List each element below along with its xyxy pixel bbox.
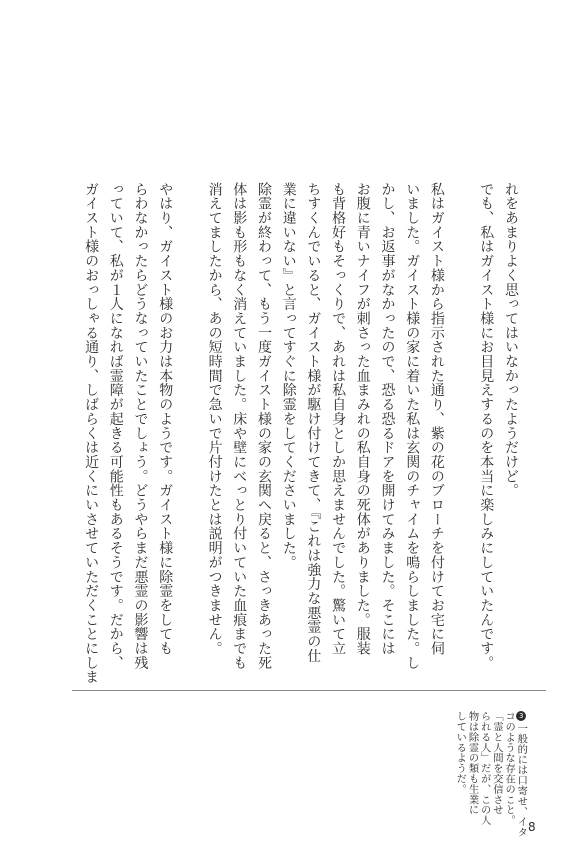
footnote-text: 一般的には口寄せ、イタ bbox=[515, 723, 528, 838]
body-text-line: 私はガイスト様から指示された通り、紫の花のブローチを付けてお宅に伺 bbox=[428, 182, 445, 656]
body-text-line: れをあまりよく思ってはいなかったようだけど。 bbox=[503, 182, 519, 498]
body-text-line: 除霊が終わって、もう一度ガイスト様の家の玄関へ戻ると、さっきあった死 bbox=[256, 182, 272, 670]
footnote-text: 「霊と人間を交信させ bbox=[490, 711, 503, 815]
footnote-divider bbox=[72, 690, 546, 691]
footnote-line bbox=[516, 711, 526, 837]
footnote-line bbox=[504, 711, 514, 825]
body-text-line: っていて、私が１人になれば霊障が起きる可能性もあるそうです。だから、 bbox=[107, 182, 124, 670]
body-text-line: でも、私はガイスト様にお目見えするのを本当に楽しみにしていたんです。 bbox=[478, 182, 495, 670]
page-number: 8 bbox=[528, 820, 536, 834]
footnote-text: 物は除霊の類も生業に bbox=[466, 711, 479, 815]
body-text-line: 消えてましたから、あの短時間で急いで片付けたとは説明がつきません。 bbox=[206, 182, 223, 656]
footnote-line bbox=[492, 711, 502, 815]
body-text-line: いました。ガイスト様の家に着いた私は玄関のチャイムを鳴らしました。し bbox=[404, 182, 421, 670]
body-text-line: ちすくんでいると、ガイスト様が駆け付けてきて、『これは強力な悪霊の仕 bbox=[305, 182, 322, 663]
body-text-line: も背格好もそっくりで、あれは私自身としか思えませんでした。驚いて立 bbox=[330, 182, 347, 656]
footnote-line bbox=[479, 711, 489, 825]
body-text-line: お腹に青いナイフが刺さった血まみれの私自身の死体がありました。服装 bbox=[354, 182, 371, 656]
footnote-text: しているようだ。 bbox=[454, 711, 467, 795]
footnote-marker: 3 bbox=[516, 711, 526, 721]
body-text-line: らわなかったらどうなっていたことでしょう。どうやらまだ悪霊の影響は残 bbox=[132, 182, 149, 670]
footnote-text: られる人」だが、この人 bbox=[478, 711, 491, 826]
body-text-line: 体は影も形もなく消えていました。床や壁にべっとり付いていた血痕までも bbox=[231, 182, 248, 670]
footnote-line bbox=[455, 711, 465, 794]
body-text-line: 業に違いない』と言ってすぐに除霊をしてくださいました。 bbox=[280, 182, 297, 570]
body-text-line: ガイスト様のおっしゃる通り、しばらくは近くにいさせていただくことにしま bbox=[83, 182, 100, 685]
footnote-line bbox=[467, 711, 477, 815]
body-text-line: やはり、ガイスト様のお力は本物のようです。ガイスト様に除霊をしても bbox=[157, 182, 174, 656]
body-text-line: かし、お返事がなかったので、恐る恐るドアを開けてみました。そこには bbox=[379, 182, 396, 656]
footnote-text: コのような存在のこと。 bbox=[503, 711, 516, 826]
